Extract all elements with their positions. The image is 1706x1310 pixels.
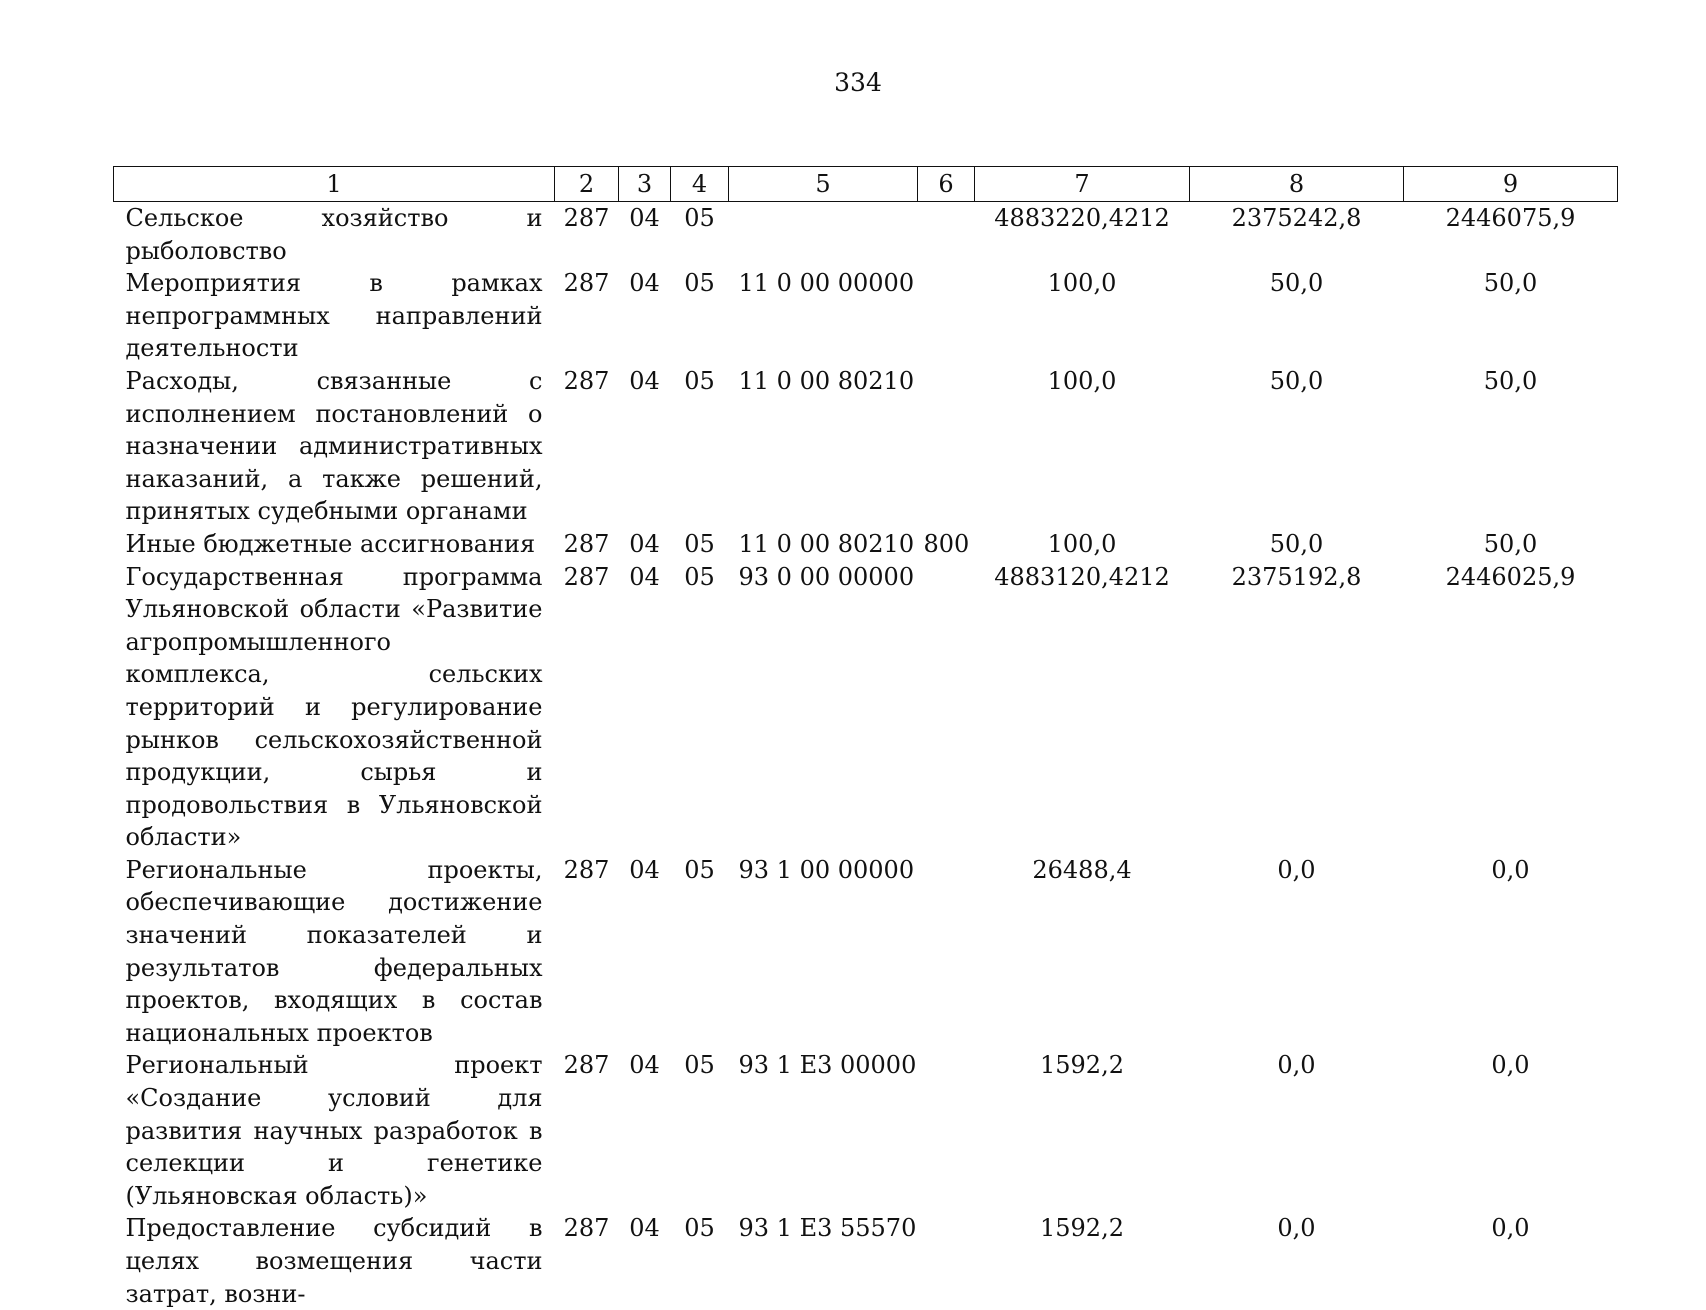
row-col-2: 287 — [555, 1049, 619, 1212]
header-row — [114, 167, 1618, 202]
row-col-6 — [918, 1212, 975, 1310]
page-number: 334 — [0, 68, 1706, 97]
row-name: Региональные проекты, обеспечивающие достижение значений показателей и результатов федеральных проектов, входящих в состав национальных проектов — [114, 854, 555, 1050]
row-col-6 — [918, 1049, 975, 1212]
row-col-5: 93 0 00 00000 — [729, 561, 918, 854]
row-col-8: 50,0 — [1190, 365, 1404, 528]
row-col-6 — [918, 561, 975, 854]
row-col-7: 100,0 — [975, 528, 1190, 561]
row-name: Сельское хозяйство и рыболовство — [114, 202, 555, 268]
row-col-9: 2446075,9 — [1404, 202, 1618, 268]
row-col-4: 05 — [671, 1212, 729, 1310]
row-col-5 — [729, 202, 918, 268]
header-cell-4: 4 — [671, 167, 729, 202]
row-col-6 — [918, 365, 975, 528]
row-col-7: 1592,2 — [975, 1049, 1190, 1212]
row-col-3: 04 — [619, 202, 671, 268]
row-col-2: 287 — [555, 528, 619, 561]
row-col-9: 50,0 — [1404, 528, 1618, 561]
row-col-2: 287 — [555, 202, 619, 268]
row-col-9: 0,0 — [1404, 1049, 1618, 1212]
row-col-7: 4883120,4212 — [975, 561, 1190, 854]
row-col-9: 50,0 — [1404, 365, 1618, 528]
header-cell-9: 9 — [1404, 167, 1618, 202]
table-row — [114, 267, 1618, 365]
row-col-2: 287 — [555, 561, 619, 854]
row-col-6 — [918, 202, 975, 268]
row-col-2: 287 — [555, 267, 619, 365]
table-body — [114, 202, 1618, 1310]
row-col-8: 2375242,8 — [1190, 202, 1404, 268]
row-col-6: 800 — [918, 528, 975, 561]
row-name: Мероприятия в рамках непрограммных направлений деятельности — [114, 267, 555, 365]
table-row — [114, 854, 1618, 1050]
row-col-4: 05 — [671, 528, 729, 561]
budget-table — [113, 166, 1618, 1310]
table-row — [114, 561, 1618, 854]
header-cell-6: 6 — [918, 167, 975, 202]
row-col-7: 1592,2 — [975, 1212, 1190, 1310]
table-row — [114, 1049, 1618, 1212]
row-col-8: 0,0 — [1190, 854, 1404, 1050]
row-name: Государственная программа Ульяновской области «Развитие агропромышленного комплекса, сельских территорий и регулирование рынков сельскохозяйственной продукции, сырья и продовольствия в Ульяновской области» — [114, 561, 555, 854]
row-col-3: 04 — [619, 854, 671, 1050]
row-col-8: 0,0 — [1190, 1049, 1404, 1212]
header-cell-3: 3 — [619, 167, 671, 202]
table-row — [114, 1212, 1618, 1310]
row-col-3: 04 — [619, 1212, 671, 1310]
header-cell-2: 2 — [555, 167, 619, 202]
row-col-4: 05 — [671, 202, 729, 268]
row-col-9: 50,0 — [1404, 267, 1618, 365]
row-name: Расходы, связанные с исполнением постановлений о назначении административных наказаний, а также решений, принятых судебными органами — [114, 365, 555, 528]
table-row — [114, 528, 1618, 561]
table-row — [114, 202, 1618, 268]
row-col-2: 287 — [555, 854, 619, 1050]
row-col-8: 50,0 — [1190, 267, 1404, 365]
row-col-3: 04 — [619, 528, 671, 561]
row-col-8: 2375192,8 — [1190, 561, 1404, 854]
header-cell-8: 8 — [1190, 167, 1404, 202]
header-cell-1: 1 — [114, 167, 555, 202]
row-col-5: 93 1 E3 00000 — [729, 1049, 918, 1212]
row-name: Региональный проект «Создание условий для развития научных разработок в селекции и генетике (Ульяновская область)» — [114, 1049, 555, 1212]
row-col-5: 93 1 E3 55570 — [729, 1212, 918, 1310]
header-cell-7: 7 — [975, 167, 1190, 202]
row-col-5: 93 1 00 00000 — [729, 854, 918, 1050]
row-col-4: 05 — [671, 365, 729, 528]
row-col-4: 05 — [671, 267, 729, 365]
row-col-6 — [918, 854, 975, 1050]
row-col-6 — [918, 267, 975, 365]
row-col-5: 11 0 00 80210 — [729, 365, 918, 528]
row-col-4: 05 — [671, 854, 729, 1050]
row-col-3: 04 — [619, 267, 671, 365]
table-row — [114, 365, 1618, 528]
row-col-5: 11 0 00 80210 — [729, 528, 918, 561]
row-col-7: 26488,4 — [975, 854, 1190, 1050]
row-col-3: 04 — [619, 561, 671, 854]
row-col-4: 05 — [671, 561, 729, 854]
row-col-7: 100,0 — [975, 267, 1190, 365]
row-col-3: 04 — [619, 1049, 671, 1212]
header-cell-5: 5 — [729, 167, 918, 202]
row-col-8: 0,0 — [1190, 1212, 1404, 1310]
row-name: Иные бюджетные ассигнования — [114, 528, 555, 561]
row-col-4: 05 — [671, 1049, 729, 1212]
row-col-5: 11 0 00 00000 — [729, 267, 918, 365]
row-name: Предоставление субсидий в целях возмещения части затрат, возни- — [114, 1212, 555, 1310]
row-col-7: 4883220,4212 — [975, 202, 1190, 268]
row-col-9: 2446025,9 — [1404, 561, 1618, 854]
row-col-2: 287 — [555, 365, 619, 528]
row-col-8: 50,0 — [1190, 528, 1404, 561]
row-col-9: 0,0 — [1404, 854, 1618, 1050]
row-col-7: 100,0 — [975, 365, 1190, 528]
row-col-2: 287 — [555, 1212, 619, 1310]
row-col-3: 04 — [619, 365, 671, 528]
row-col-9: 0,0 — [1404, 1212, 1618, 1310]
